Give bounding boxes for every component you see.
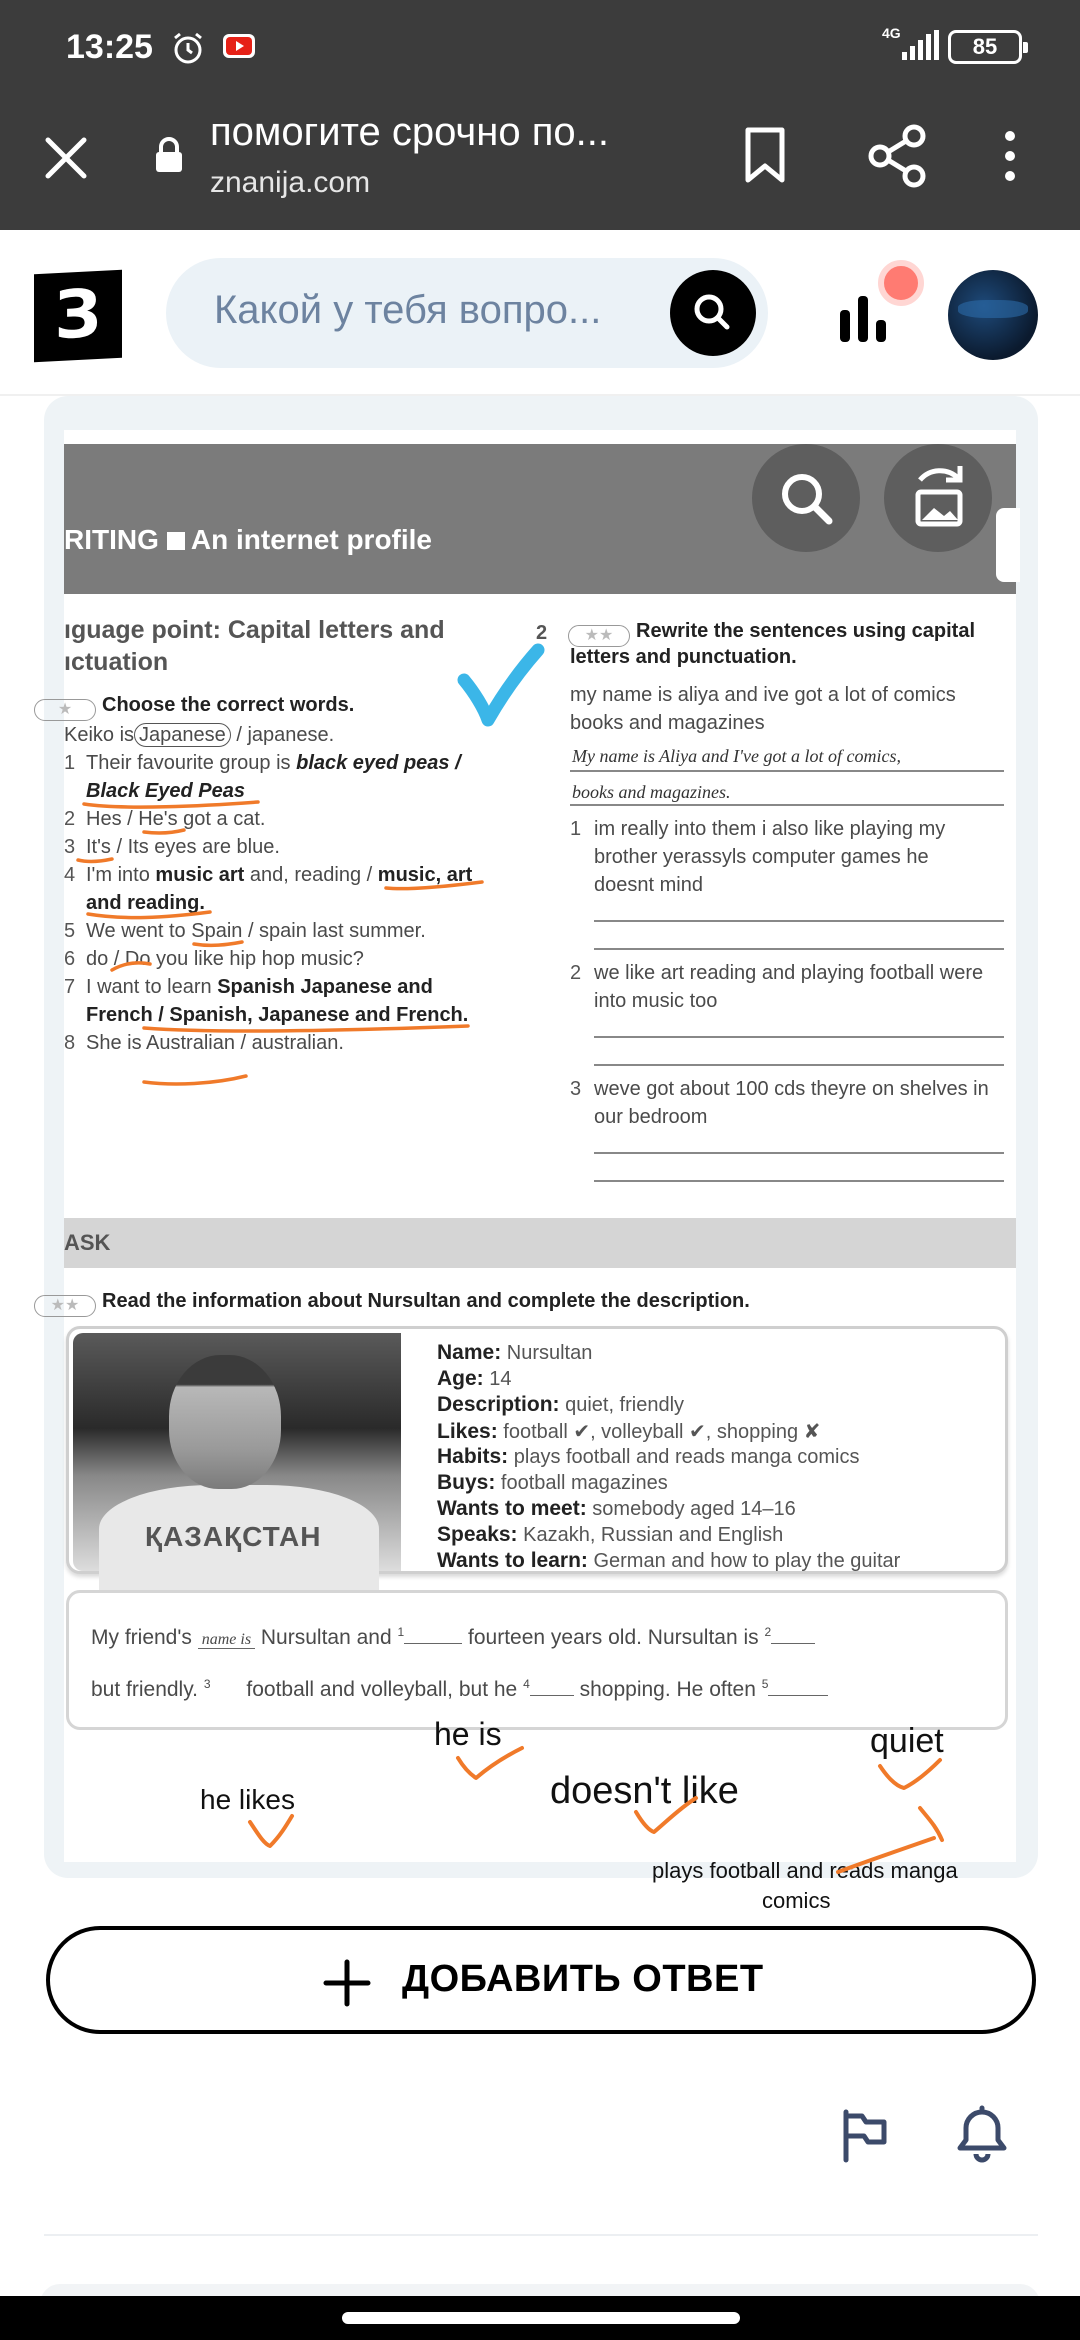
- exercise1-item: I'm into music art and, reading / music, art: [86, 864, 473, 886]
- exercise1-item: We went to Spain / spain last summer.: [86, 920, 426, 942]
- profile-row: Buys: football magazines: [437, 1471, 668, 1494]
- profile-row: Name: Nursultan: [437, 1341, 593, 1364]
- annotation-habits-line1: plays football and reads manga: [652, 1858, 958, 1883]
- add-answer-label: ДОБАВИТЬ ОТВЕТ: [402, 1958, 764, 2000]
- battery-indicator: 85: [948, 30, 1022, 64]
- profile-row: Wants to learn: German and how to play the guitar: [437, 1549, 901, 1572]
- exercise1-item: Hes / He's got a cat.: [86, 808, 266, 830]
- exercise1-item: I want to learn Spanish Japanese and: [86, 976, 433, 998]
- add-answer-button[interactable]: [46, 1926, 1036, 2034]
- divider: [44, 2234, 1038, 2236]
- profile-row: Speaks: Kazakh, Russian and English: [437, 1523, 784, 1546]
- grammar-heading: ıguage point: Capital letters and: [64, 616, 445, 644]
- task-band: ASK: [64, 1218, 1016, 1268]
- exercise1-item: do / Do you like hip hop music?: [86, 948, 364, 970]
- annotation-doesnt-like: doesn't like: [550, 1770, 739, 1812]
- plus-icon: [322, 1958, 372, 2013]
- profile-row: Age: 14: [437, 1367, 512, 1390]
- exercise2-question: weve got about 100 cds theyre on shelves in: [594, 1078, 989, 1100]
- profile-row: Description: quiet, friendly: [437, 1393, 685, 1416]
- annotation-habits-line2: comics: [762, 1888, 831, 1913]
- flag-icon: [840, 2108, 890, 2164]
- exercise2-question: im really into them i also like playing my: [594, 818, 946, 840]
- page-domain[interactable]: znanija.com: [210, 166, 371, 199]
- description-line-2: but friendly. $^3$ football and volleyball, but he $^4$ shopping. He often $^5$: [91, 1677, 828, 1702]
- grammar-heading-2: ıctuation: [64, 648, 169, 676]
- follow-button[interactable]: [956, 2106, 1008, 2169]
- exercise2-question: we like art reading and playing football were: [594, 962, 984, 984]
- exercise2-instruction: ★★ Rewrite the sentences using capital: [568, 620, 975, 647]
- exercise1-item: She is Australian / australian.: [86, 1032, 344, 1054]
- znanija-logo[interactable]: З: [34, 270, 122, 363]
- report-button[interactable]: [840, 2108, 890, 2169]
- annotation-he-likes: he likes: [200, 1784, 295, 1815]
- annotation-he-is: he is: [434, 1716, 502, 1752]
- exercise1-item: Their favourite group is black eyed peas /: [86, 752, 461, 774]
- profile-row: Likes: football ✔, volleyball ✔, shopping ✘: [437, 1420, 821, 1443]
- worksheet-section-title: RITING An internet profile: [64, 524, 433, 555]
- home-gesture-bar[interactable]: [342, 2312, 740, 2324]
- annotation-quiet: quiet: [870, 1722, 944, 1760]
- exercise1-item: It's / Its eyes are blue.: [86, 836, 280, 858]
- task-instruction: ★★ Read the information about Nursultan and complete the description.: [34, 1290, 750, 1317]
- system-nav-bar: [0, 2296, 1080, 2340]
- bell-icon: [956, 2106, 1008, 2164]
- profile-row: Habits: plays football and reads manga comics: [437, 1445, 860, 1468]
- status-time: 13:25: [66, 28, 153, 66]
- network-type: 4G: [882, 25, 901, 41]
- exercise1-instruction: ★ Choose the correct words.: [34, 694, 354, 721]
- exercise1-example: Keiko is Japanese / japanese.: [64, 724, 335, 746]
- description-line-1: My friend's name is Nursultan and $^1$ fourteen years old. Nursultan is $^2$: [91, 1625, 815, 1650]
- worksheet-image[interactable]: RITING An internet profile ıguage point: Capital letters and ıctuation ★ Choose the correct words. Keiko is Japanese / japanese. 1 Their favourite group is black eyed peas / Black Eyed Peas 2 Hes / He's got a cat. 3 It's / Its eyes are blue. 4 I'm into music art and, reading / music, art and reading. 5 We went to Spain / spain last summer. 6 do / Do you like hip hop music? 7 I want to learn Spanish Japanese and French / Spanish, Japanese and French. 8 She is Australian / australian. 2 ★★ Rewrite the sentences using capital letters and punctuation. my name is aliya and ive got a lot of comics books and magazines My name is Aliya and I've got a lot of comics, books and magazines. 1 im really into them i also like playing my brother yerassyls computer games he doesnt mind 2 we like art reading and playing football were into music too 3 weve got about 100 cds theyre on shelves in our bedroom ASK ★★ Read the information about Nursultan and complete the description. ҚАЗАҚСТАН Name: Nursultan Age: 14 Description: quiet, friendly Likes: football ✔, volleyball ✔, shopping ✘ Habits: plays football and reads manga comics Buys: football magazines Wants to meet: somebody aged 14–16 Speaks: Kazakh, Russian and English Wants to learn: German and how to play the guitar My friend's name is Nursultan and $^1$ fourteen years old. Nursultan is $^2$ but friendly. $^3$ football and volleyball, but he $^4$ shopping. He often $^5$: [64, 430, 1016, 1862]
- profile-photo: ҚАЗАҚСТАН: [73, 1333, 401, 1571]
- page-title[interactable]: помогите срочно по...: [210, 110, 609, 154]
- search-input[interactable]: Какой у тебя вопро...: [214, 288, 602, 332]
- profile-row: Wants to meet: somebody aged 14–16: [437, 1497, 796, 1520]
